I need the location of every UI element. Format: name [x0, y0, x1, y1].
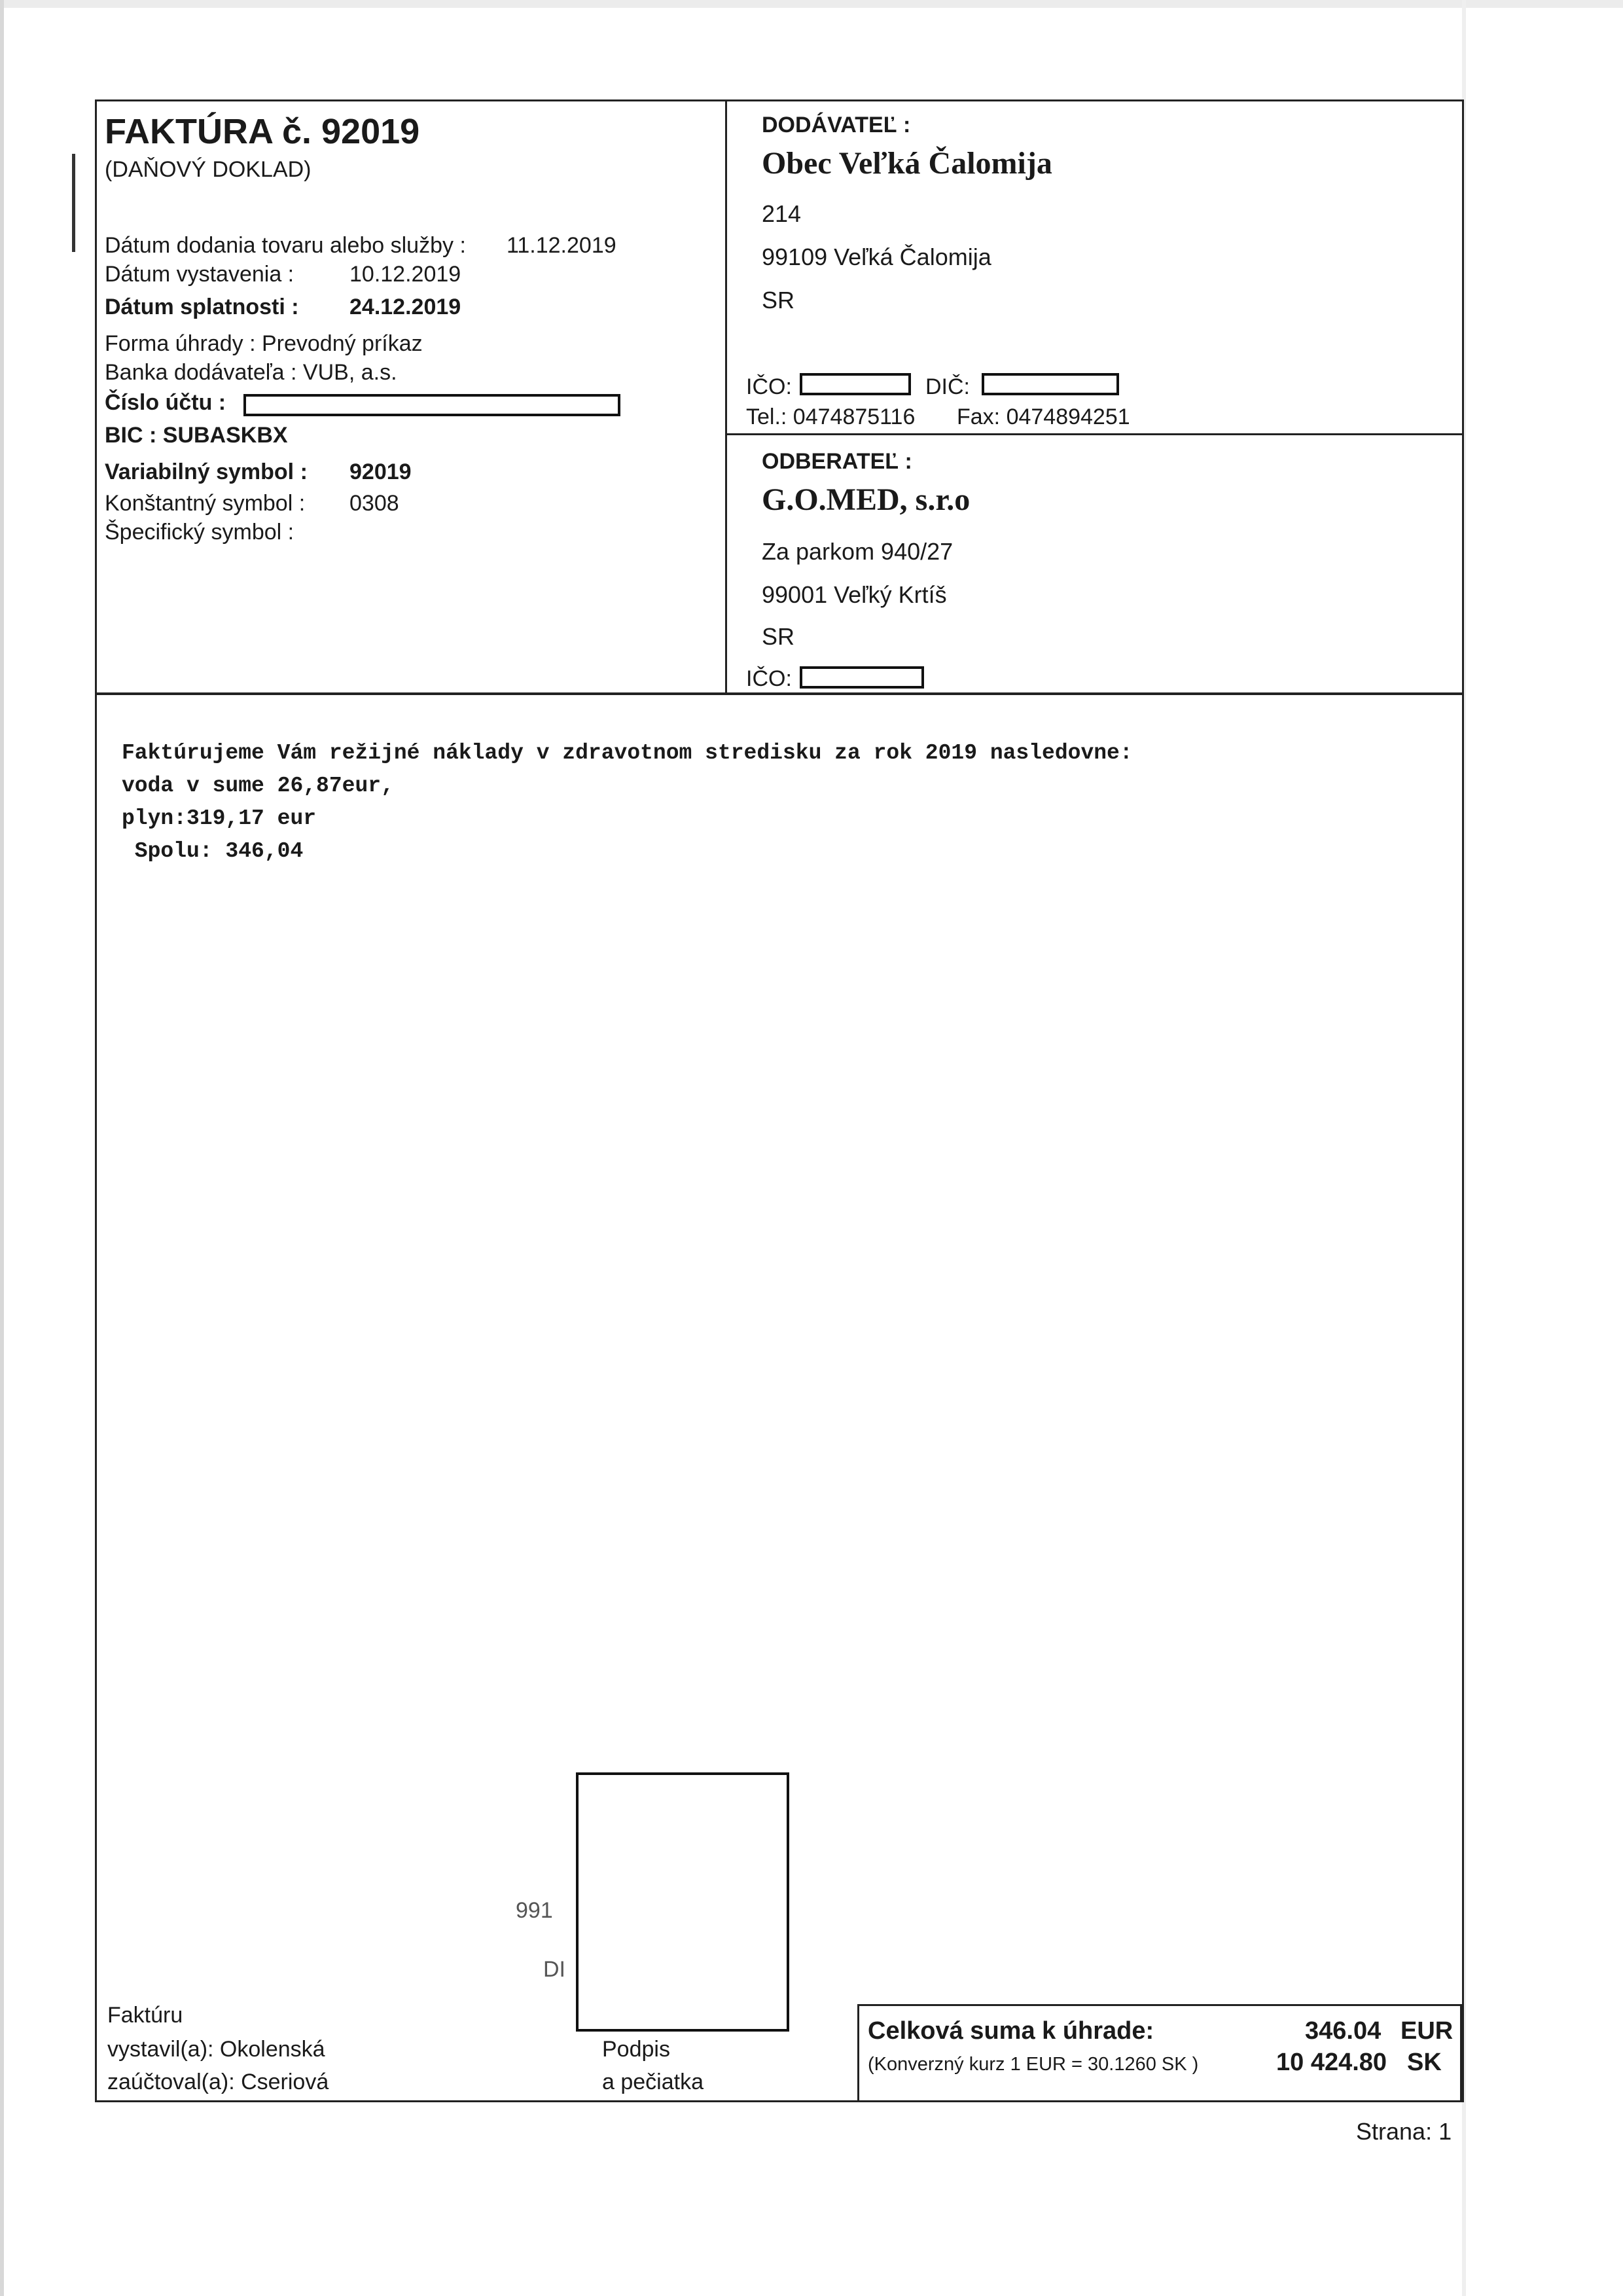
- bank-name: Banka dodávateľa : VUB, a.s.: [105, 360, 397, 385]
- customer-country: SR: [762, 623, 795, 650]
- bic-code: BIC : SUBASKBX: [105, 423, 288, 448]
- conversion-note: (Konverzný kurz 1 EUR = 30.1260 SK ): [868, 2054, 1199, 2075]
- due-date: 24.12.2019: [349, 295, 461, 319]
- body-line-1: Faktúrujeme Vám režijné náklady v zdravotnom stredisku za rok 2019 nasledovne:: [122, 741, 1133, 765]
- issue-date: 10.12.2019: [349, 262, 461, 287]
- supplier-ico-label: IČO:: [746, 374, 792, 399]
- variable-symbol-label: Variabilný symbol :: [105, 459, 308, 484]
- account-number-redacted: [243, 394, 620, 416]
- body-line-2: voda v sume 26,87eur,: [122, 774, 394, 798]
- stamp-redacted: [576, 1772, 789, 2032]
- supplier-ico-redacted: [800, 373, 911, 395]
- supplier-dic-redacted: [982, 373, 1119, 395]
- constant-symbol: 0308: [349, 491, 399, 516]
- supplier-name: Obec Veľká Čalomija: [762, 146, 1052, 181]
- supplier-tel: Tel.: 0474875116: [746, 404, 916, 429]
- body-line-3: plyn:319,17 eur: [122, 806, 317, 831]
- invoice-title: FAKTÚRA č. 92019: [105, 112, 420, 151]
- footer-booked-by: zaúčtoval(a): Cseriová: [107, 2070, 329, 2094]
- supplier-street: 214: [762, 200, 802, 227]
- customer-heading: ODBERATEĽ :: [762, 449, 912, 474]
- total-eur: 346.04: [1305, 2017, 1382, 2045]
- scan-top-shadow: [0, 0, 1623, 8]
- specific-symbol-label: Špecifický symbol :: [105, 520, 294, 545]
- due-date-label: Dátum splatnosti :: [105, 295, 299, 319]
- supplier-dic-label: DIČ:: [925, 374, 970, 399]
- footer-invoice-label: Faktúru: [107, 2003, 183, 2028]
- pen-mark: [72, 154, 75, 252]
- total-label: Celková suma k úhrade:: [868, 2017, 1154, 2045]
- supplier-fax: Fax: 0474894251: [957, 404, 1130, 429]
- signature-label-1: Podpis: [602, 2037, 670, 2062]
- constant-symbol-label: Konštantný symbol :: [105, 491, 306, 516]
- issue-date-label: Dátum vystavenia :: [105, 262, 294, 287]
- supplier-heading: DODÁVATEĽ :: [762, 113, 911, 137]
- scan-left-edge: [0, 0, 4, 2296]
- delivery-date-label: Dátum dodania tovaru alebo služby :: [105, 233, 466, 258]
- customer-name: G.O.MED, s.r.o: [762, 482, 971, 517]
- variable-symbol: 92019: [349, 459, 412, 484]
- supplier-city: 99109 Veľká Čalomija: [762, 243, 991, 270]
- delivery-date: 11.12.2019: [507, 233, 616, 258]
- page-number: Strana: 1: [1356, 2118, 1452, 2145]
- payment-form: Forma úhrady : Prevodný príkaz: [105, 331, 423, 356]
- customer-ico-redacted: [800, 666, 924, 689]
- currency-sk: SK: [1407, 2049, 1442, 2076]
- signature-label-2: a pečiatka: [602, 2070, 704, 2094]
- currency-eur: EUR: [1400, 2017, 1454, 2045]
- customer-city: 99001 Veľký Krtíš: [762, 581, 947, 608]
- customer-ico-label: IČO:: [746, 666, 792, 691]
- supplier-country: SR: [762, 287, 795, 314]
- customer-street: Za parkom 940/27: [762, 538, 954, 565]
- invoice-subtitle: (DAŇOVÝ DOKLAD): [105, 157, 312, 182]
- stamp-partial-text-1: 991: [516, 1898, 553, 1923]
- account-label: Číslo účtu :: [105, 390, 226, 415]
- body-line-4: Spolu: 346,04: [122, 839, 304, 863]
- total-sk: 10 424.80: [1276, 2049, 1387, 2076]
- footer-issued-by: vystavil(a): Okolenská: [107, 2037, 325, 2062]
- stamp-partial-text-2: DI: [543, 1957, 565, 1982]
